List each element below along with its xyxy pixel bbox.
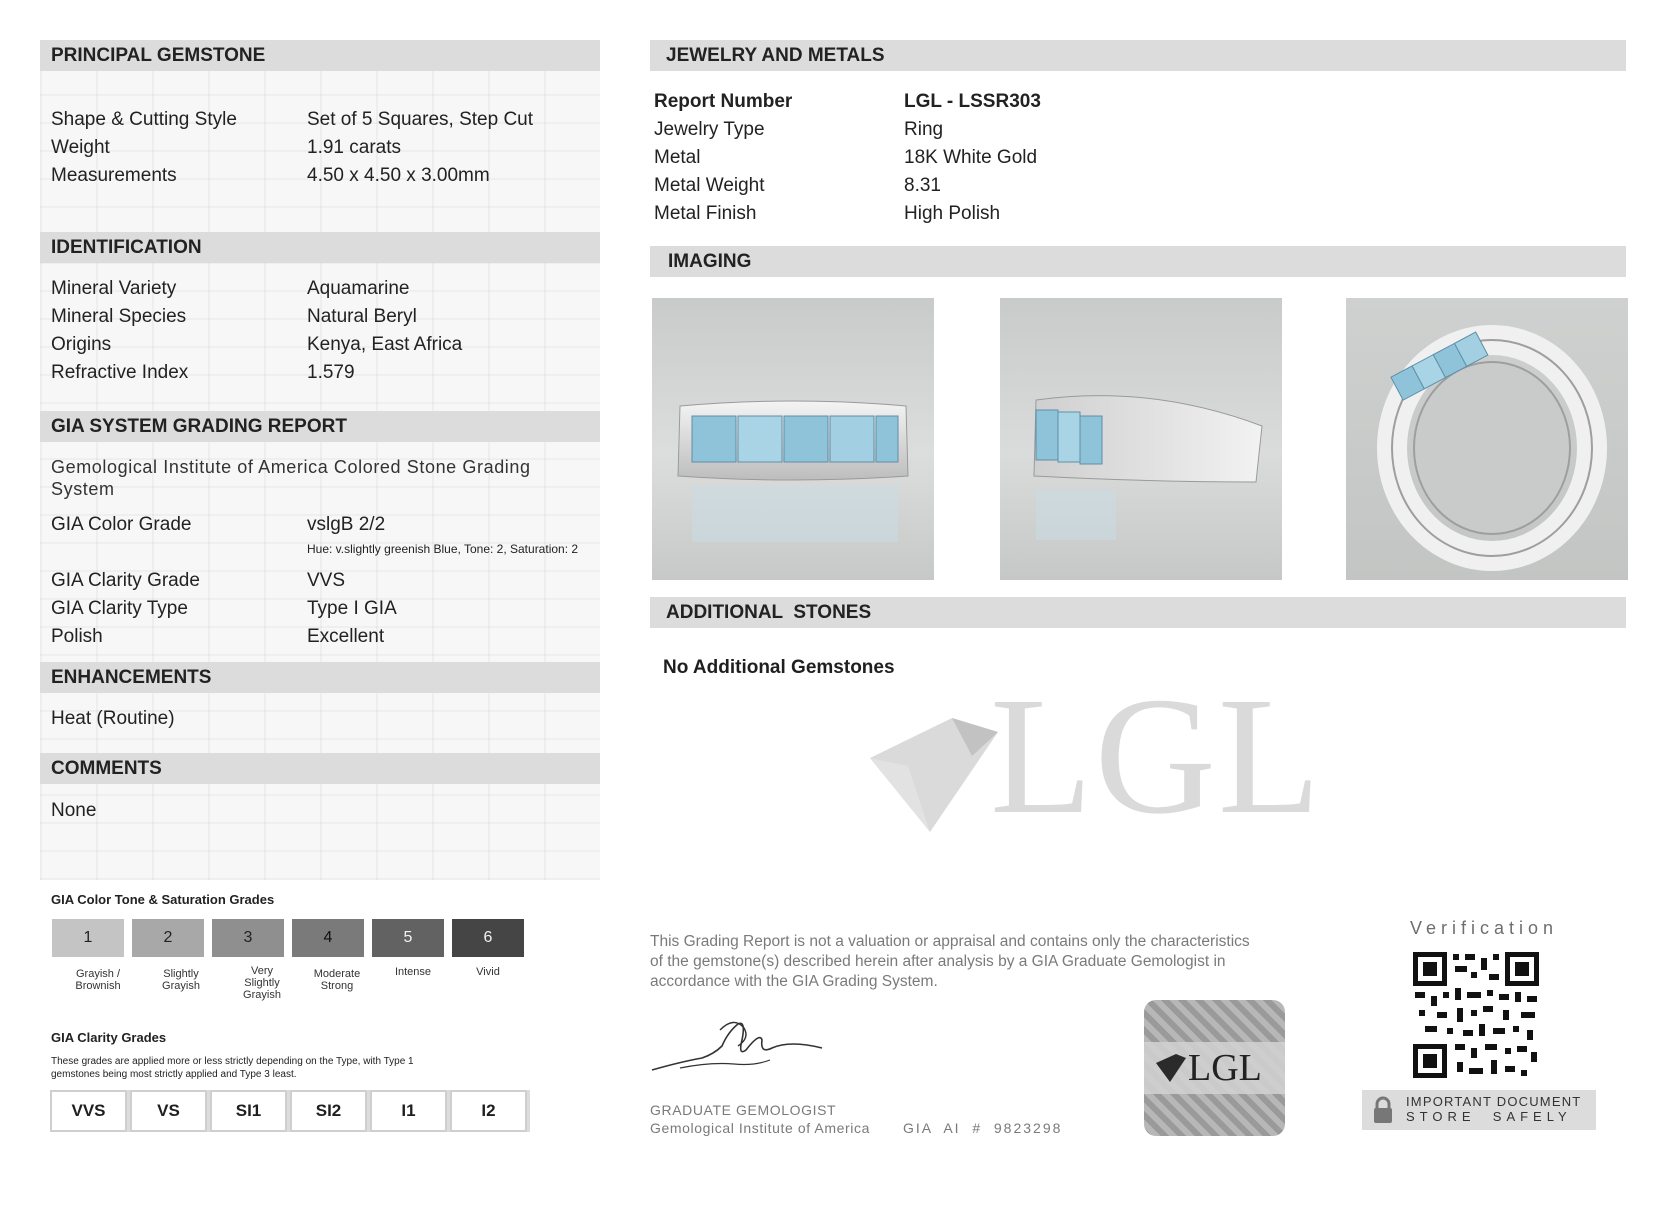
- row-value: 1.91 carats: [307, 137, 401, 158]
- gia-report-heading: GIA SYSTEM GRADING REPORT: [40, 411, 600, 442]
- clarity-grade: SI1: [210, 1090, 287, 1132]
- tone-scale-title: GIA Color Tone & Saturation Grades: [51, 892, 275, 907]
- row-value: Ring: [904, 119, 944, 140]
- row-label: Refractive Index: [51, 362, 189, 383]
- row-label: Polish: [51, 626, 103, 647]
- clarity-scale: [50, 1090, 530, 1132]
- grading-system-line: System: [51, 479, 115, 499]
- row-label: Metal Finish: [654, 203, 757, 224]
- row-value: 4.50 x 4.50 x 3.00mm: [307, 165, 490, 186]
- identification-heading: IDENTIFICATION: [40, 232, 600, 263]
- row-label: Mineral Species: [51, 306, 187, 327]
- row-value: 8.31: [904, 175, 941, 196]
- row-label: Measurements: [51, 165, 177, 186]
- lgl-watermark-text: LGL: [990, 663, 1323, 849]
- jewelry-metals-heading: JEWELRY AND METALS: [650, 40, 1626, 71]
- ring-photo-side: [1000, 298, 1282, 580]
- tone-grade-3: 3: [210, 917, 286, 959]
- row-value: High Polish: [904, 203, 1001, 224]
- diamond-logo-icon: [1154, 1051, 1188, 1085]
- clarity-grade: VVS: [50, 1090, 127, 1132]
- clarity-scale-title: GIA Clarity Grades: [51, 1030, 167, 1045]
- lgl-watermark: [860, 663, 1330, 849]
- row-label: GIA Color Grade: [51, 514, 192, 535]
- row-label: Weight: [51, 137, 110, 158]
- diamond-logo-icon: [860, 696, 1010, 846]
- clarity-grade: SI2: [290, 1090, 367, 1132]
- hologram-seal: [1144, 1000, 1285, 1136]
- row-value: Set of 5 Squares, Step Cut: [307, 109, 534, 130]
- row-label: GIA Clarity Type: [51, 598, 188, 619]
- tone-grade-5: 5: [370, 917, 446, 959]
- disclaimer: This Grading Report is not a valuation or appraisal and contains only the characteristics of the gemstone(s) described herein after analysis by a GIA Graduate Gemologist in accordance with the GIA Grading System.: [650, 933, 1250, 990]
- tone-grade-6: 6: [450, 917, 526, 959]
- row-label: Origins: [51, 334, 112, 355]
- row-value: 18K White Gold: [904, 147, 1038, 168]
- tone-scale: [50, 917, 530, 959]
- clarity-grade: I2: [450, 1090, 527, 1132]
- hologram-text: LGL: [1188, 1047, 1262, 1089]
- tone-grade-2: 2: [130, 917, 206, 959]
- row-value: Excellent: [307, 626, 385, 647]
- gia-id: GIA AI # 9823298: [902, 1120, 1063, 1136]
- clarity-scale-note: These grades are applied more or less strictly depending on the Type, with Type 1 gemstones being most strictly applied and Type 3 least.: [51, 1056, 414, 1080]
- clarity-grade: I1: [370, 1090, 447, 1132]
- verification-title: Verification: [1410, 918, 1559, 938]
- lock-icon: [1372, 1095, 1394, 1125]
- enhancements-heading: ENHANCEMENTS: [40, 662, 600, 693]
- row-value: 1.579: [307, 362, 355, 383]
- additional-stones-value: No Additional Gemstones: [663, 657, 895, 678]
- imaging-heading: IMAGING: [650, 246, 1626, 277]
- tone-desc: Moderate Strong: [313, 968, 361, 992]
- gemologist-institute: Gemological Institute of America GIA AI # 9823298: [650, 1120, 1063, 1136]
- report-number: LGL - LSSR303: [904, 91, 1041, 112]
- color-grade-note: Hue: v.slightly greenish Blue, Tone: 2, Saturation: 2: [307, 542, 579, 556]
- verification-qr-code[interactable]: [1413, 952, 1539, 1078]
- tone-desc: Grayish / Brownish: [75, 968, 121, 992]
- row-label: GIA Clarity Grade: [51, 570, 200, 591]
- important-document-badge: [1362, 1090, 1596, 1130]
- clarity-grade: VS: [130, 1090, 207, 1132]
- important-document-text: IMPORTANT DOCUMENT STORE SAFELY: [1406, 1094, 1582, 1124]
- row-value: vslgB 2/2: [307, 514, 386, 535]
- principal-gemstone-heading: PRINCIPAL GEMSTONE: [40, 40, 600, 71]
- grading-system-text: [51, 456, 531, 500]
- enhancements-value: Heat (Routine): [51, 708, 175, 729]
- comments-value: None: [51, 800, 97, 821]
- gemologist-title: GRADUATE GEMOLOGIST: [650, 1102, 837, 1118]
- grading-system-line: Gemological Institute of America Colored Stone Grading: [51, 457, 531, 477]
- tone-desc: Vivid: [476, 966, 500, 978]
- row-label: Jewelry Type: [654, 119, 765, 140]
- row-label: Metal: [654, 147, 701, 168]
- ring-photo-front: [652, 298, 934, 580]
- tone-grade-1: 1: [50, 917, 126, 959]
- ring-photo-angled: [1346, 298, 1628, 580]
- tone-grade-4: 4: [290, 917, 366, 959]
- row-label: Metal Weight: [654, 175, 765, 196]
- comments-heading: COMMENTS: [40, 753, 600, 784]
- row-value: Type I GIA: [307, 598, 397, 619]
- tone-desc: Intense: [394, 966, 432, 978]
- row-label: Mineral Variety: [51, 278, 177, 299]
- signature: [650, 1010, 825, 1085]
- tone-desc: Very Slightly Grayish: [243, 965, 281, 1001]
- row-label: Report Number: [654, 91, 793, 112]
- row-value: VVS: [307, 570, 346, 591]
- row-value: Natural Beryl: [307, 306, 417, 327]
- row-value: Aquamarine: [307, 278, 410, 299]
- tone-desc: Slightly Grayish: [162, 968, 200, 992]
- row-label: Shape & Cutting Style: [51, 109, 237, 130]
- row-value: Kenya, East Africa: [307, 334, 463, 355]
- additional-stones-heading: ADDITIONAL STONES: [650, 597, 1626, 628]
